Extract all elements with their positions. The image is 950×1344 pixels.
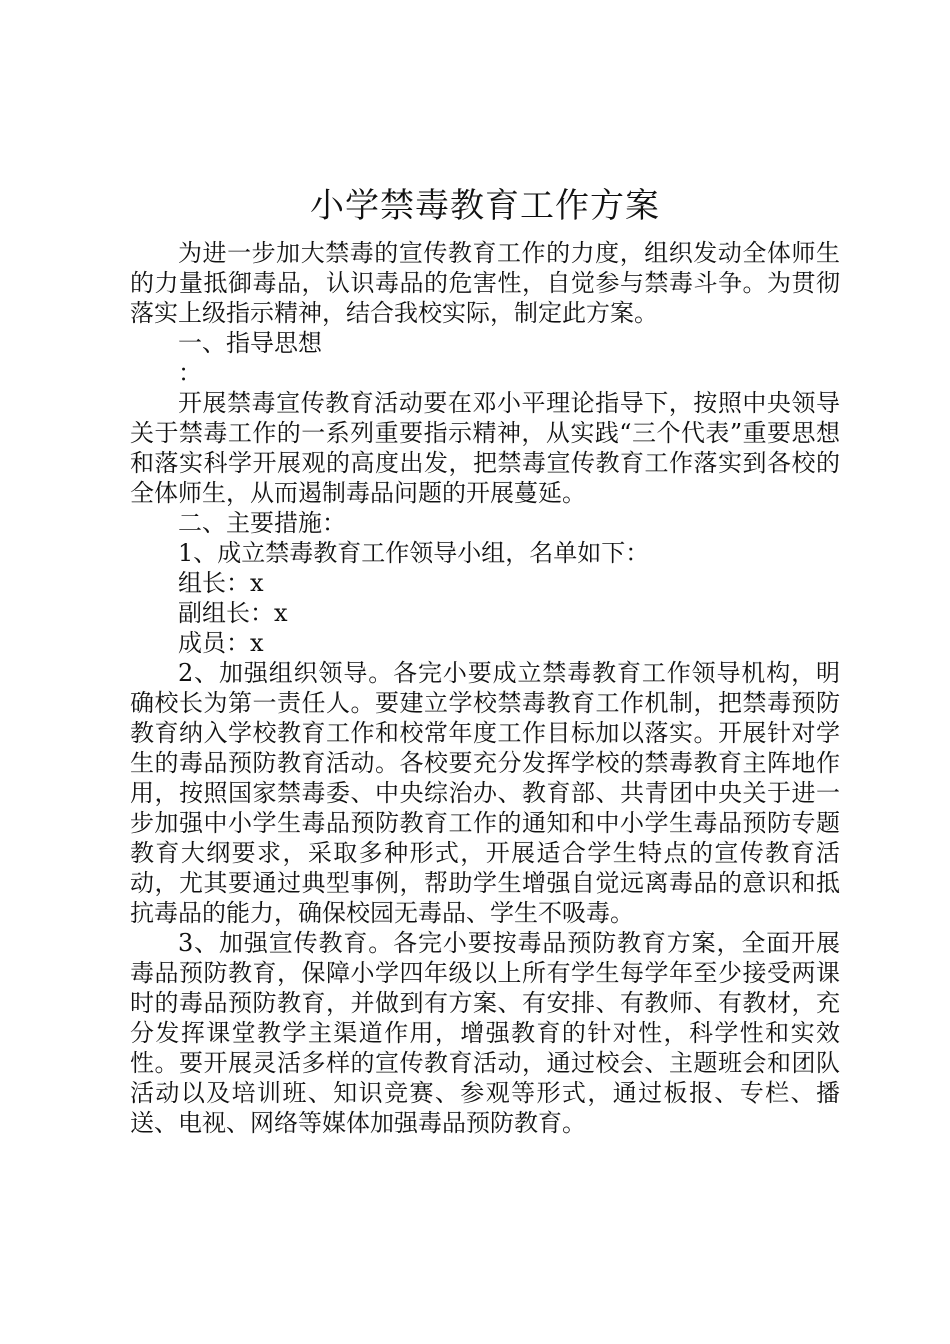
intro-paragraph: 为进一步加大禁毒的宣传教育工作的力度，组织发动全体师生的力量抵御毒品，认识毒品的危害性，自觉参与禁毒斗争。为贯彻落实上级指示精神，结合我校实际，制定此方案。 [130, 239, 840, 327]
colon-line: ： [178, 359, 202, 387]
deputy-leader-line: 副组长：x [178, 599, 288, 627]
section-heading-main-measures: 二、主要措施： [178, 509, 346, 537]
document-page [130, 180, 840, 1138]
group-leader-line: 组长：x [178, 569, 264, 597]
measure-2-paragraph: 2、加强组织领导。各完小要成立禁毒教育工作领导机构，明确校长为第一责任人。要建立学校禁毒教育工作机制，把禁毒预防教育纳入学校教育工作和校常年度工作目标加以落实。开展针对学生的毒品预防教育活动。各校要充分发挥学校的禁毒教育主阵地作用，按照国家禁毒委、中央综治办、教育部、共青团中央关于进一步加强中小学生毒品预防教育工作的通知和中小学生毒品预防专题教育大纲要求，采取多种形式，开展适合学生特点的宣传教育活动，尤其要通过典型事例，帮助学生增强自觉远离毒品的意识和抵抗毒品的能力，确保校园无毒品、学生不吸毒。 [130, 659, 840, 927]
members-line: 成员：x [178, 629, 264, 657]
guiding-thought-paragraph: 开展禁毒宣传教育活动要在邓小平理论指导下，按照中央领导关于禁毒工作的一系列重要指示精神，从实践“三个代表”重要思想和落实科学开展观的高度出发，把禁毒宣传教育工作落实到各校的全体师生，从而遏制毒品问题的开展蔓延。 [130, 389, 840, 507]
measure-1-heading: 1、成立禁毒教育工作领导小组，名单如下： [178, 539, 650, 567]
document-title: 小学禁毒教育工作方案 [310, 186, 660, 226]
section-heading-guiding-thought: 一、指导思想 [178, 329, 322, 357]
measure-3-paragraph: 3、加强宣传教育。各完小要按毒品预防教育方案，全面开展毒品预防教育，保障小学四年级以上所有学生每学年至少接受两课时的毒品预防教育，并做到有方案、有安排、有教师、有教材，充分发挥课堂教学主渠道作用，增强教育的针对性，科学性和实效性。要开展灵活多样的宣传教育活动，通过校会、主题班会和团队活动以及培训班、知识竞赛、参观等形式，通过板报、专栏、播送、电视、网络等媒体加强毒品预防教育。 [130, 929, 840, 1137]
